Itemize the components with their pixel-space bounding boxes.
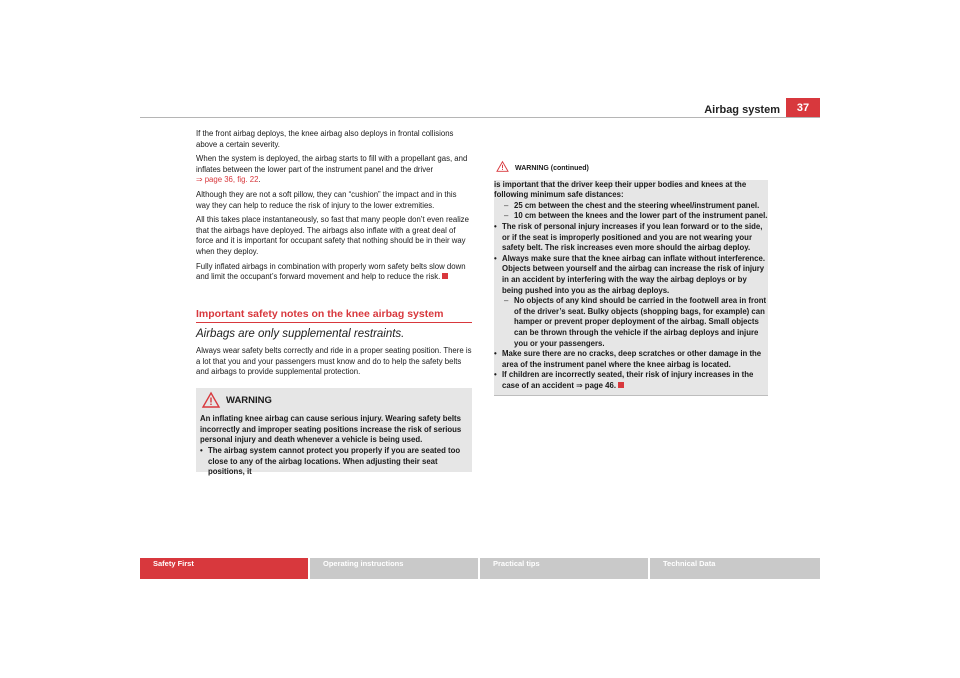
bullet-dot: • <box>200 446 203 456</box>
footer-tab-technical-data[interactable]: Technical Data <box>650 558 820 579</box>
warning-box-continued <box>494 158 768 396</box>
page-number: 37 <box>786 98 820 118</box>
paragraph: Fully inflated airbags in combination with properly worn safety belts slow down and limit the occupant’s forward movement and help to reduce the risk. <box>196 261 466 282</box>
warning-header <box>494 158 768 180</box>
warning-bullet: • The risk of personal injury increases if you lean forward or to the side, or if the seat is improperly positioned and you are not wearing your safety belt. The risk increases even more should the airbag deploy. <box>494 221 763 253</box>
warning-header <box>200 388 470 415</box>
warning-bullet: • Make sure there are no cracks, deep scratches or other damage in the area of the instrument panel where the knee airbag is located. <box>494 349 762 369</box>
paragraph: Although they are not a soft pillow, they can “cushion” the impact and in this way they can help to reduce the risk of injury to the lower extremities. <box>196 189 457 210</box>
paragraph: If the front airbag deploys, the knee airbag also deploys in frontal collisions above a certain severity. <box>196 129 454 149</box>
paragraph: All this takes place instantaneously, so fast that many people don’t even realize that the airbags have deployed. The airbags also inflate with a great deal of force and it is important for occupant safety that nothing should be in their way when they deploy. <box>196 215 469 256</box>
warning-box <box>196 388 472 477</box>
footer-tab-practical-tips[interactable]: Practical tips <box>480 558 648 579</box>
warning-bullet: • The airbag system cannot protect you properly if you are seated too close to any of the airbag locations. When adjusting their seat positions, it <box>200 446 461 477</box>
paragraph: When the system is deployed, the airbag starts to fill with a propellant gas, and inflates between the lower part of the instrument panel and the driver ⇒ page 36, fig. 22. <box>196 154 468 185</box>
header-divider <box>140 117 820 118</box>
footer-tab-operating-instructions[interactable]: Operating instructions <box>310 558 478 579</box>
warning-text: is important that the driver keep their upper bodies and knees at the following minimum safe distances: <box>494 179 747 200</box>
warning-dash-item: – No objects of any kind should be carried in the footwell area in front of the driver’s seat. Bulky objects (shopping bags, for example) can hamper or prevent proper deployment of the airbag. Small objects can be thrown through the vehicle if the airbag deploys and injure you or your passengers. <box>504 296 767 348</box>
warning-bullet: • If children are incorrectly seated, their risk of injury increases in the case of an accident ⇒ page 46. <box>494 370 754 390</box>
left-column <box>196 129 472 477</box>
page-header-title: Airbag system <box>704 104 780 116</box>
warning-dash-item: – 10 cm between the knees and the lower part of the instrument panel. <box>504 211 768 221</box>
warning-title: WARNING <box>226 395 272 407</box>
warning-title-continued: WARNING (continued) <box>515 164 589 172</box>
bullet-dot: • <box>494 349 497 359</box>
bullet-dot: • <box>494 253 497 263</box>
paragraph: Always wear safety belts correctly and ride in a proper seating position. There is a lot that you and your passengers must know and do to help the safety belts and airbags to provide supplemental protection. <box>196 345 472 377</box>
warning-triangle-icon <box>496 161 509 177</box>
warning-intro: An inflating knee airbag can cause serious injury. Wearing safety belts incorrectly and improper seating positions increase the risk of serious personal injury and death whenever a vehicle is being used. <box>200 414 462 445</box>
page-link[interactable]: ⇒ page 36, fig. 22 <box>196 175 259 185</box>
section-subtitle: Airbags are only supplemental restraints. <box>196 328 405 341</box>
warning-dash-item: – 25 cm between the chest and the steering wheel/instrument panel. <box>504 200 760 210</box>
bullet-dot: • <box>494 370 497 380</box>
page-link[interactable]: ⇒ page 46. <box>576 380 617 390</box>
warning-triangle-icon <box>202 392 220 412</box>
warning-bullet: • Always make sure that the knee airbag can inflate without interference. Objects between yourself and the airbag can increase the risk of injury in an accident by interfering with the way the airbag deploys or by being pushed into you as the airbag deploys. <box>494 253 766 295</box>
end-square-icon <box>442 273 448 279</box>
section-title: Important safety notes on the knee airbag system <box>196 309 472 324</box>
end-square-icon <box>618 382 624 388</box>
bullet-dot: • <box>494 221 497 231</box>
footer-tab-safety-first[interactable]: Safety First <box>140 558 308 579</box>
